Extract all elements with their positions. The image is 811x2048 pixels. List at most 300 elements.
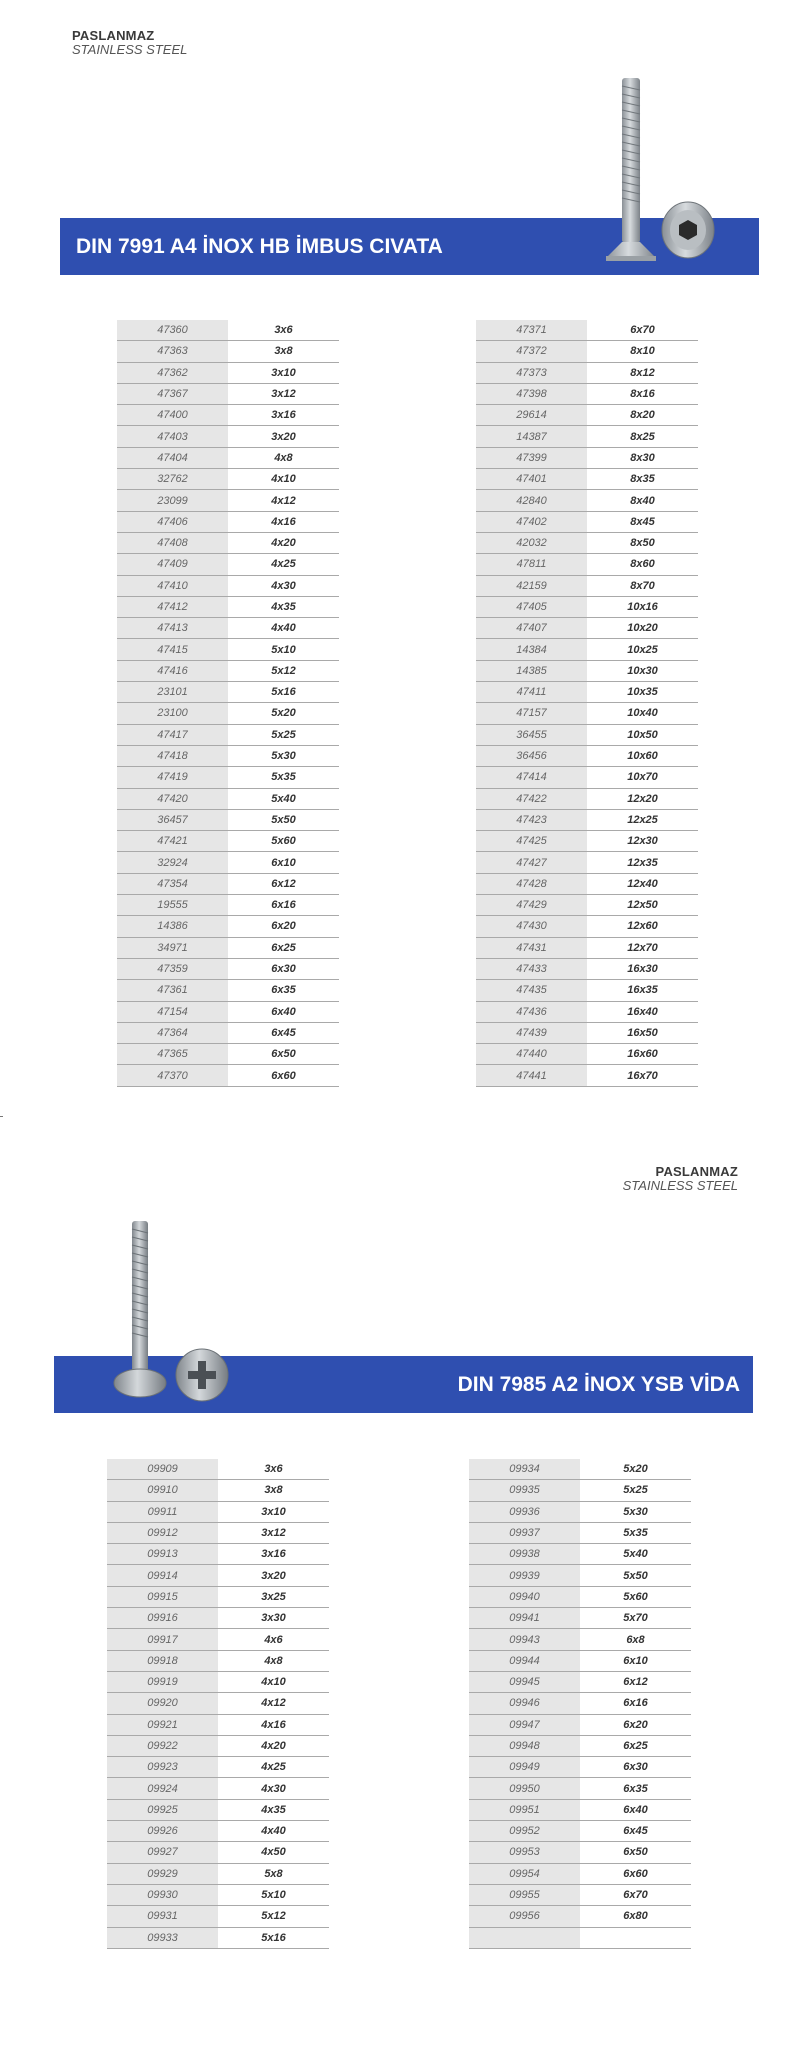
- table-row: [476, 895, 698, 916]
- table-row: [117, 745, 339, 766]
- product-size: 4x16: [218, 1714, 329, 1735]
- table-row: [469, 1565, 691, 1586]
- product-code: 47407: [476, 618, 587, 639]
- product-code: 09911: [107, 1501, 218, 1522]
- table-row: [107, 1565, 329, 1586]
- product-size: 3x20: [218, 1565, 329, 1586]
- product-size: 12x35: [587, 852, 698, 873]
- table-row: [107, 1480, 329, 1501]
- product-code: 23099: [117, 490, 228, 511]
- table-row: [117, 511, 339, 532]
- product-code: 47413: [117, 618, 228, 639]
- product-size: 8x35: [587, 469, 698, 490]
- table-row: [476, 980, 698, 1001]
- product-size: 6x40: [228, 1001, 339, 1022]
- product-code: 36456: [476, 745, 587, 766]
- product-code: 09923: [107, 1757, 218, 1778]
- product-size: 5x60: [228, 831, 339, 852]
- table-row: [469, 1735, 691, 1756]
- table-row: [476, 937, 698, 958]
- product-size: 8x20: [587, 405, 698, 426]
- table-row: [476, 426, 698, 447]
- table-row: [117, 405, 339, 426]
- table-row: [107, 1650, 329, 1671]
- product-size: 4x20: [218, 1735, 329, 1756]
- product-code: 47416: [117, 660, 228, 681]
- product-size: 10x50: [587, 724, 698, 745]
- product-size: 4x10: [218, 1671, 329, 1692]
- product-code: 47399: [476, 447, 587, 468]
- product-code: 09920: [107, 1693, 218, 1714]
- product-size: 8x25: [587, 426, 698, 447]
- product-size: 5x12: [218, 1906, 329, 1927]
- table-row: [476, 831, 698, 852]
- product-size: 6x16: [228, 895, 339, 916]
- pan-head-phillips-screw-icon: [110, 1215, 240, 1410]
- product-size: 4x20: [228, 532, 339, 553]
- table-row: [117, 554, 339, 575]
- product-size: 5x20: [580, 1459, 691, 1480]
- table-row: [117, 575, 339, 596]
- table-row: [476, 596, 698, 617]
- table-row: [476, 1001, 698, 1022]
- product-code: 47371: [476, 320, 587, 341]
- table-row: [117, 1044, 339, 1065]
- product-size: 5x10: [228, 639, 339, 660]
- product-code: 23100: [117, 703, 228, 724]
- product-code: 47362: [117, 362, 228, 383]
- table-row: [476, 575, 698, 596]
- table-row: [117, 469, 339, 490]
- product-size: 12x40: [587, 873, 698, 894]
- product-code: 47373: [476, 362, 587, 383]
- product-code: 14385: [476, 660, 587, 681]
- product-code: 09914: [107, 1565, 218, 1586]
- product-size: 5x40: [580, 1544, 691, 1565]
- product-code: 09910: [107, 1480, 218, 1501]
- product-code: 47811: [476, 554, 587, 575]
- product-size: 5x16: [228, 682, 339, 703]
- product-code: 47435: [476, 980, 587, 1001]
- product-size: 3x12: [218, 1522, 329, 1543]
- product-code: 47400: [117, 405, 228, 426]
- product-code: 47401: [476, 469, 587, 490]
- product-code: 09922: [107, 1735, 218, 1756]
- product-size: 6x70: [580, 1884, 691, 1905]
- product-size: 16x50: [587, 1022, 698, 1043]
- product-size: 3x20: [228, 426, 339, 447]
- table-row: [469, 1650, 691, 1671]
- product-code: 47428: [476, 873, 587, 894]
- section1-header-line1: PASLANMAZ: [72, 28, 155, 43]
- product-size: 4x25: [228, 554, 339, 575]
- product-code: 47408: [117, 532, 228, 553]
- product-code: 09935: [469, 1480, 580, 1501]
- product-code: 19555: [117, 895, 228, 916]
- product-code: 47411: [476, 682, 587, 703]
- product-code: 47364: [117, 1022, 228, 1043]
- product-size: 8x16: [587, 383, 698, 404]
- product-size: 3x12: [228, 383, 339, 404]
- product-size: 6x20: [228, 916, 339, 937]
- product-code: [469, 1927, 580, 1948]
- product-code: 14386: [117, 916, 228, 937]
- table-row: [117, 937, 339, 958]
- product-size: 5x50: [580, 1565, 691, 1586]
- product-code: 47439: [476, 1022, 587, 1043]
- product-size: 5x60: [580, 1586, 691, 1607]
- product-code: 47441: [476, 1065, 587, 1086]
- product-code: 32762: [117, 469, 228, 490]
- table-row: [476, 682, 698, 703]
- product-code: 47409: [117, 554, 228, 575]
- product-code: 47430: [476, 916, 587, 937]
- product-code: 09938: [469, 1544, 580, 1565]
- section2-header-line1: PASLANMAZ: [655, 1164, 738, 1179]
- product-code: 09915: [107, 1586, 218, 1607]
- product-code: 09945: [469, 1671, 580, 1692]
- table-row: [107, 1671, 329, 1692]
- product-size: 16x40: [587, 1001, 698, 1022]
- product-size: 4x8: [218, 1650, 329, 1671]
- table-row: [476, 469, 698, 490]
- product-code: 09952: [469, 1821, 580, 1842]
- product-code: 09955: [469, 1884, 580, 1905]
- table-row: [107, 1778, 329, 1799]
- product-size: 12x25: [587, 809, 698, 830]
- section2-left-table: [107, 1459, 329, 1949]
- product-code: 09927: [107, 1842, 218, 1863]
- table-row: [117, 1022, 339, 1043]
- product-size: 12x60: [587, 916, 698, 937]
- table-row: [107, 1906, 329, 1927]
- product-code: 47421: [117, 831, 228, 852]
- product-code: 47412: [117, 596, 228, 617]
- product-size: 16x70: [587, 1065, 698, 1086]
- product-code: 42840: [476, 490, 587, 511]
- product-code: 47415: [117, 639, 228, 660]
- table-row: [117, 873, 339, 894]
- section2-title: DIN 7985 A2 İNOX YSB VİDA: [457, 1372, 740, 1396]
- product-code: 47425: [476, 831, 587, 852]
- table-row: [469, 1480, 691, 1501]
- table-row: [469, 1693, 691, 1714]
- table-row: [476, 639, 698, 660]
- table-row: [469, 1671, 691, 1692]
- product-size: 10x20: [587, 618, 698, 639]
- product-code: 47427: [476, 852, 587, 873]
- table-row: [117, 703, 339, 724]
- table-row: [117, 618, 339, 639]
- table-row: [117, 660, 339, 681]
- product-code: 09950: [469, 1778, 580, 1799]
- table-row: [469, 1608, 691, 1629]
- table-row: [469, 1906, 691, 1927]
- table-row: [476, 703, 698, 724]
- table-row: [117, 895, 339, 916]
- product-size: 5x25: [228, 724, 339, 745]
- product-code: 36457: [117, 809, 228, 830]
- product-code: 09936: [469, 1501, 580, 1522]
- table-row: [469, 1714, 691, 1735]
- product-code: 09956: [469, 1906, 580, 1927]
- product-size: 10x60: [587, 745, 698, 766]
- table-row: [107, 1501, 329, 1522]
- product-code: 36455: [476, 724, 587, 745]
- product-size: 5x30: [228, 745, 339, 766]
- table-row: [469, 1863, 691, 1884]
- product-size: 5x30: [580, 1501, 691, 1522]
- product-size: 12x50: [587, 895, 698, 916]
- product-code: 14384: [476, 639, 587, 660]
- product-size: 5x20: [228, 703, 339, 724]
- product-size: 10x30: [587, 660, 698, 681]
- table-row: [476, 1065, 698, 1086]
- table-row: [117, 809, 339, 830]
- product-code: 09949: [469, 1757, 580, 1778]
- table-row: [476, 788, 698, 809]
- product-code: 47157: [476, 703, 587, 724]
- product-code: 09929: [107, 1863, 218, 1884]
- table-row: [117, 682, 339, 703]
- product-size: 6x50: [580, 1842, 691, 1863]
- product-size: 12x70: [587, 937, 698, 958]
- table-row: [469, 1522, 691, 1543]
- product-size: 6x60: [228, 1065, 339, 1086]
- product-size: 4x12: [228, 490, 339, 511]
- table-row: [476, 1022, 698, 1043]
- table-row: [117, 852, 339, 873]
- table-row: [476, 916, 698, 937]
- product-code: 47404: [117, 447, 228, 468]
- product-size: 10x25: [587, 639, 698, 660]
- table-row: [469, 1821, 691, 1842]
- product-size: 4x25: [218, 1757, 329, 1778]
- product-code: 09946: [469, 1693, 580, 1714]
- product-code: 09933: [107, 1927, 218, 1948]
- product-code: 47370: [117, 1065, 228, 1086]
- product-size: 10x35: [587, 682, 698, 703]
- product-size: 3x25: [218, 1586, 329, 1607]
- product-code: 47410: [117, 575, 228, 596]
- product-size: 3x8: [228, 341, 339, 362]
- product-size: 3x10: [228, 362, 339, 383]
- product-size: 6x20: [580, 1714, 691, 1735]
- product-code: 09918: [107, 1650, 218, 1671]
- product-code: 47417: [117, 724, 228, 745]
- product-size: 8x10: [587, 341, 698, 362]
- product-code: 47360: [117, 320, 228, 341]
- table-row: [469, 1586, 691, 1607]
- table-row: [476, 958, 698, 979]
- table-row: [476, 852, 698, 873]
- table-row: [469, 1884, 691, 1905]
- table-row: [117, 831, 339, 852]
- product-code: 47433: [476, 958, 587, 979]
- product-size: 4x50: [218, 1842, 329, 1863]
- section1-title: DIN 7991 A4 İNOX HB İMBUS CIVATA: [76, 234, 443, 258]
- table-row: [117, 788, 339, 809]
- table-row: [117, 1065, 339, 1086]
- product-size: 4x12: [218, 1693, 329, 1714]
- product-size: 10x40: [587, 703, 698, 724]
- product-size: 4x40: [228, 618, 339, 639]
- product-code: 09912: [107, 1522, 218, 1543]
- product-size: 8x12: [587, 362, 698, 383]
- table-row: [117, 426, 339, 447]
- product-code: 47406: [117, 511, 228, 532]
- product-size: 3x10: [218, 1501, 329, 1522]
- table-row: [469, 1799, 691, 1820]
- table-row: [107, 1927, 329, 1948]
- table-row: [476, 383, 698, 404]
- section2-header: [623, 1165, 738, 1194]
- product-size: 5x8: [218, 1863, 329, 1884]
- product-code: 47365: [117, 1044, 228, 1065]
- product-size: 4x6: [218, 1629, 329, 1650]
- table-row: [117, 724, 339, 745]
- table-row: [107, 1693, 329, 1714]
- product-code: 47154: [117, 1001, 228, 1022]
- product-size: 12x20: [587, 788, 698, 809]
- table-row: [469, 1459, 691, 1480]
- product-code: 47420: [117, 788, 228, 809]
- table-row: [476, 618, 698, 639]
- table-row: [476, 532, 698, 553]
- product-code: 09930: [107, 1884, 218, 1905]
- product-code: 09939: [469, 1565, 580, 1586]
- table-row: [117, 320, 339, 341]
- product-code: 09919: [107, 1671, 218, 1692]
- table-row: [117, 341, 339, 362]
- table-row: [476, 660, 698, 681]
- product-size: 6x70: [587, 320, 698, 341]
- product-size: 6x25: [580, 1735, 691, 1756]
- table-row: [117, 447, 339, 468]
- product-code: 14387: [476, 426, 587, 447]
- product-size: 4x16: [228, 511, 339, 532]
- product-size: 6x40: [580, 1799, 691, 1820]
- product-size: 5x10: [218, 1884, 329, 1905]
- product-size: 6x16: [580, 1693, 691, 1714]
- product-size: 10x70: [587, 767, 698, 788]
- product-code: 09947: [469, 1714, 580, 1735]
- section1-header-line2: STAINLESS STEEL: [72, 42, 188, 58]
- product-code: 47419: [117, 767, 228, 788]
- product-code: 09943: [469, 1629, 580, 1650]
- section2-header-line2: STAINLESS STEEL: [622, 1178, 738, 1194]
- product-size: 5x12: [228, 660, 339, 681]
- product-size: 6x35: [228, 980, 339, 1001]
- product-code: 09944: [469, 1650, 580, 1671]
- product-size: 16x35: [587, 980, 698, 1001]
- product-code: 42032: [476, 532, 587, 553]
- product-size: 5x40: [228, 788, 339, 809]
- section1-right-table: [476, 320, 698, 1087]
- product-code: 34971: [117, 937, 228, 958]
- product-size: 8x60: [587, 554, 698, 575]
- product-size: 6x12: [228, 873, 339, 894]
- product-code: 09913: [107, 1544, 218, 1565]
- product-size: 5x35: [228, 767, 339, 788]
- table-row: [107, 1842, 329, 1863]
- product-size: 5x50: [228, 809, 339, 830]
- table-row: [107, 1884, 329, 1905]
- table-row: [469, 1544, 691, 1565]
- product-size: 6x8: [580, 1629, 691, 1650]
- product-size: 16x60: [587, 1044, 698, 1065]
- table-row: [476, 724, 698, 745]
- product-size: 16x30: [587, 958, 698, 979]
- table-row: [476, 362, 698, 383]
- table-row: [469, 1501, 691, 1522]
- product-size: [580, 1927, 691, 1948]
- product-code: 47361: [117, 980, 228, 1001]
- product-size: 6x10: [580, 1650, 691, 1671]
- product-size: 6x80: [580, 1906, 691, 1927]
- product-code: 09916: [107, 1608, 218, 1629]
- product-size: 3x16: [218, 1544, 329, 1565]
- product-size: 5x25: [580, 1480, 691, 1501]
- product-code: 47363: [117, 341, 228, 362]
- product-size: 6x45: [228, 1022, 339, 1043]
- product-size: 4x35: [218, 1799, 329, 1820]
- product-size: 4x8: [228, 447, 339, 468]
- table-row: [107, 1586, 329, 1607]
- product-size: 8x45: [587, 511, 698, 532]
- product-code: 47429: [476, 895, 587, 916]
- product-size: 8x50: [587, 532, 698, 553]
- product-code: 47403: [117, 426, 228, 447]
- product-size: 4x10: [228, 469, 339, 490]
- product-code: 47402: [476, 511, 587, 532]
- product-size: 6x12: [580, 1671, 691, 1692]
- product-size: 6x10: [228, 852, 339, 873]
- table-row: [117, 958, 339, 979]
- product-code: 47414: [476, 767, 587, 788]
- table-row: [476, 554, 698, 575]
- table-row: [107, 1735, 329, 1756]
- table-row: [476, 511, 698, 532]
- table-row: [469, 1757, 691, 1778]
- product-size: 6x30: [580, 1757, 691, 1778]
- product-code: 47431: [476, 937, 587, 958]
- table-row: [107, 1459, 329, 1480]
- product-code: 47423: [476, 809, 587, 830]
- product-code: 47367: [117, 383, 228, 404]
- product-code: 47405: [476, 596, 587, 617]
- table-row: [476, 447, 698, 468]
- product-code: 09940: [469, 1586, 580, 1607]
- table-row: [476, 745, 698, 766]
- product-code: 47436: [476, 1001, 587, 1022]
- product-size: 5x35: [580, 1522, 691, 1543]
- margin-mark: [0, 1116, 3, 1117]
- table-row: [476, 341, 698, 362]
- product-size: 6x45: [580, 1821, 691, 1842]
- product-size: 6x50: [228, 1044, 339, 1065]
- table-row: [107, 1522, 329, 1543]
- product-code: 09921: [107, 1714, 218, 1735]
- section1-header: [72, 29, 187, 58]
- table-row: [107, 1544, 329, 1565]
- product-size: 4x35: [228, 596, 339, 617]
- product-code: 09931: [107, 1906, 218, 1927]
- table-row: [107, 1757, 329, 1778]
- product-size: 6x60: [580, 1863, 691, 1884]
- product-code: 32924: [117, 852, 228, 873]
- product-code: 09948: [469, 1735, 580, 1756]
